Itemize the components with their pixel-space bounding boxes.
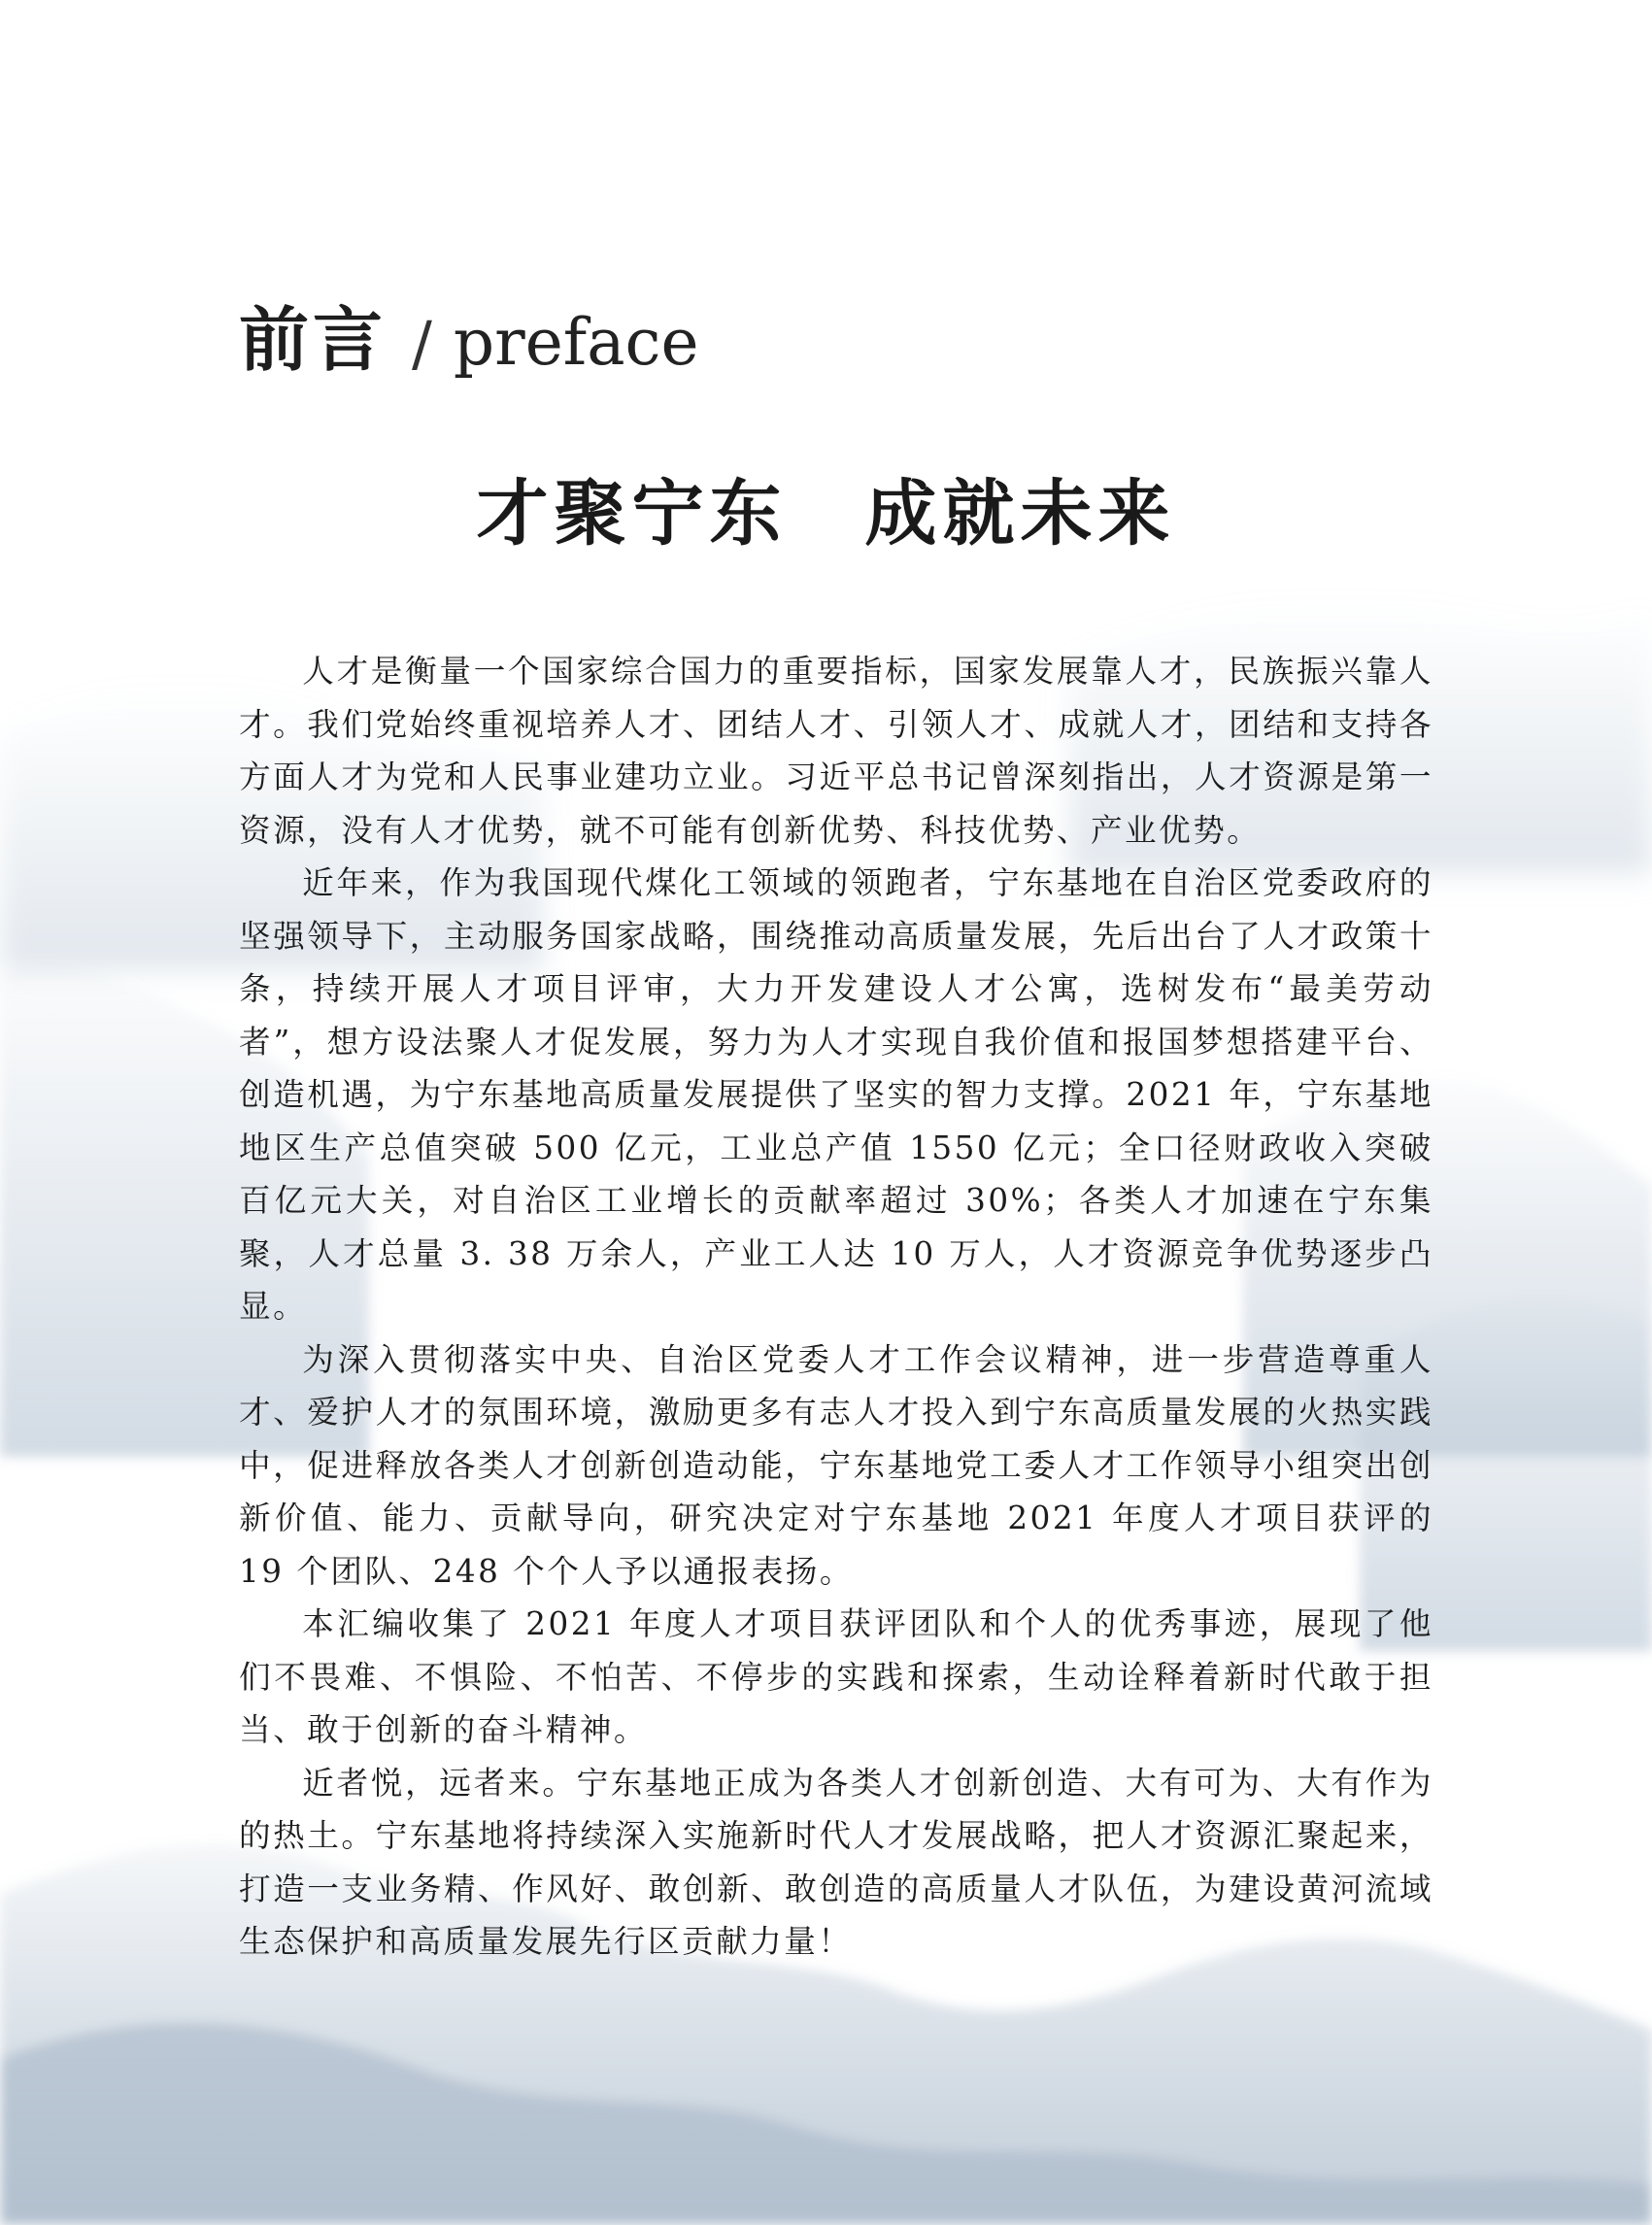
page-title: 才聚宁东 成就未来 [476,472,1176,556]
paragraph-1: 人才是衡量一个国家综合国力的重要指标，国家发展靠人才，民族振兴靠人才。我们党始终重视培养人才、团结人才、引领人才、成就人才，团结和支持各方面人才为党和人民事业建功立业。习近平总书记曾深刻指出，人才资源是第一资源，没有人才优势，就不可能有创新优势、科技优势、产业优势。 [239,653,1433,849]
section-label-chinese: 前言 [239,299,388,381]
paragraph-4: 本汇编收集了 2021 年度人才项目获评团队和个人的优秀事迹，展现了他们不畏难、不惧险、不怕苦、不停步的实践和探索，生动诠释着新时代敢于担当、敢于创新的奋斗精神。 [239,1605,1433,1748]
section-label [239,284,699,385]
paragraph-5: 近者悦，远者来。宁东基地正成为各类人才创新创造、大有可为、大有作为的热土。宁东基地将持续深入实施新时代人才发展战略，把人才资源汇聚起来，打造一支业务精、作风好、敢创新、敢创造的高质量人才队伍，为建设黄河流域生态保护和高质量发展先行区贡献力量！ [239,1764,1433,1960]
section-label-separator: / [412,308,432,379]
preface-body [239,645,1433,1969]
paragraph-3: 为深入贯彻落实中央、自治区党委人才工作会议精神，进一步营造尊重人才、爱护人才的氛围环境，激励更多有志人才投入到宁东高质量发展的火热实践中，促进释放各类人才创新创造动能，宁东基地党工委人才工作领导小组突出创新价值、能力、贡献导向，研究决定对宁东基地 2021 年度人才项目获评的 19 个团队、248 个个人予以通报表扬。 [239,1340,1433,1590]
section-label-english: preface [453,305,699,380]
paragraph-2: 近年来，作为我国现代煤化工领域的领跑者，宁东基地在自治区党委政府的坚强领导下，主动服务国家战略，围绕推动高质量发展，先后出台了人才政策十条，持续开展人才项目评审，大力开发建设人才公寓，选树发布“最美劳动者”，想方设法聚人才促发展，努力为人才实现自我价值和报国梦想搭建平台、创造机遇，为宁东基地高质量发展提供了坚实的智力支撑。2021 年，宁东基地地区生产总值突破 500 亿元，工业总产值 1550 亿元；全口径财政收入突破百亿元大关，对自治区工业增长的贡献率超过 30%；各类人才加速在宁东集聚，人才总量 3. 38 万余人，产业工人达 10 万人，人才资源竞争优势逐步凸显。 [239,864,1433,1325]
